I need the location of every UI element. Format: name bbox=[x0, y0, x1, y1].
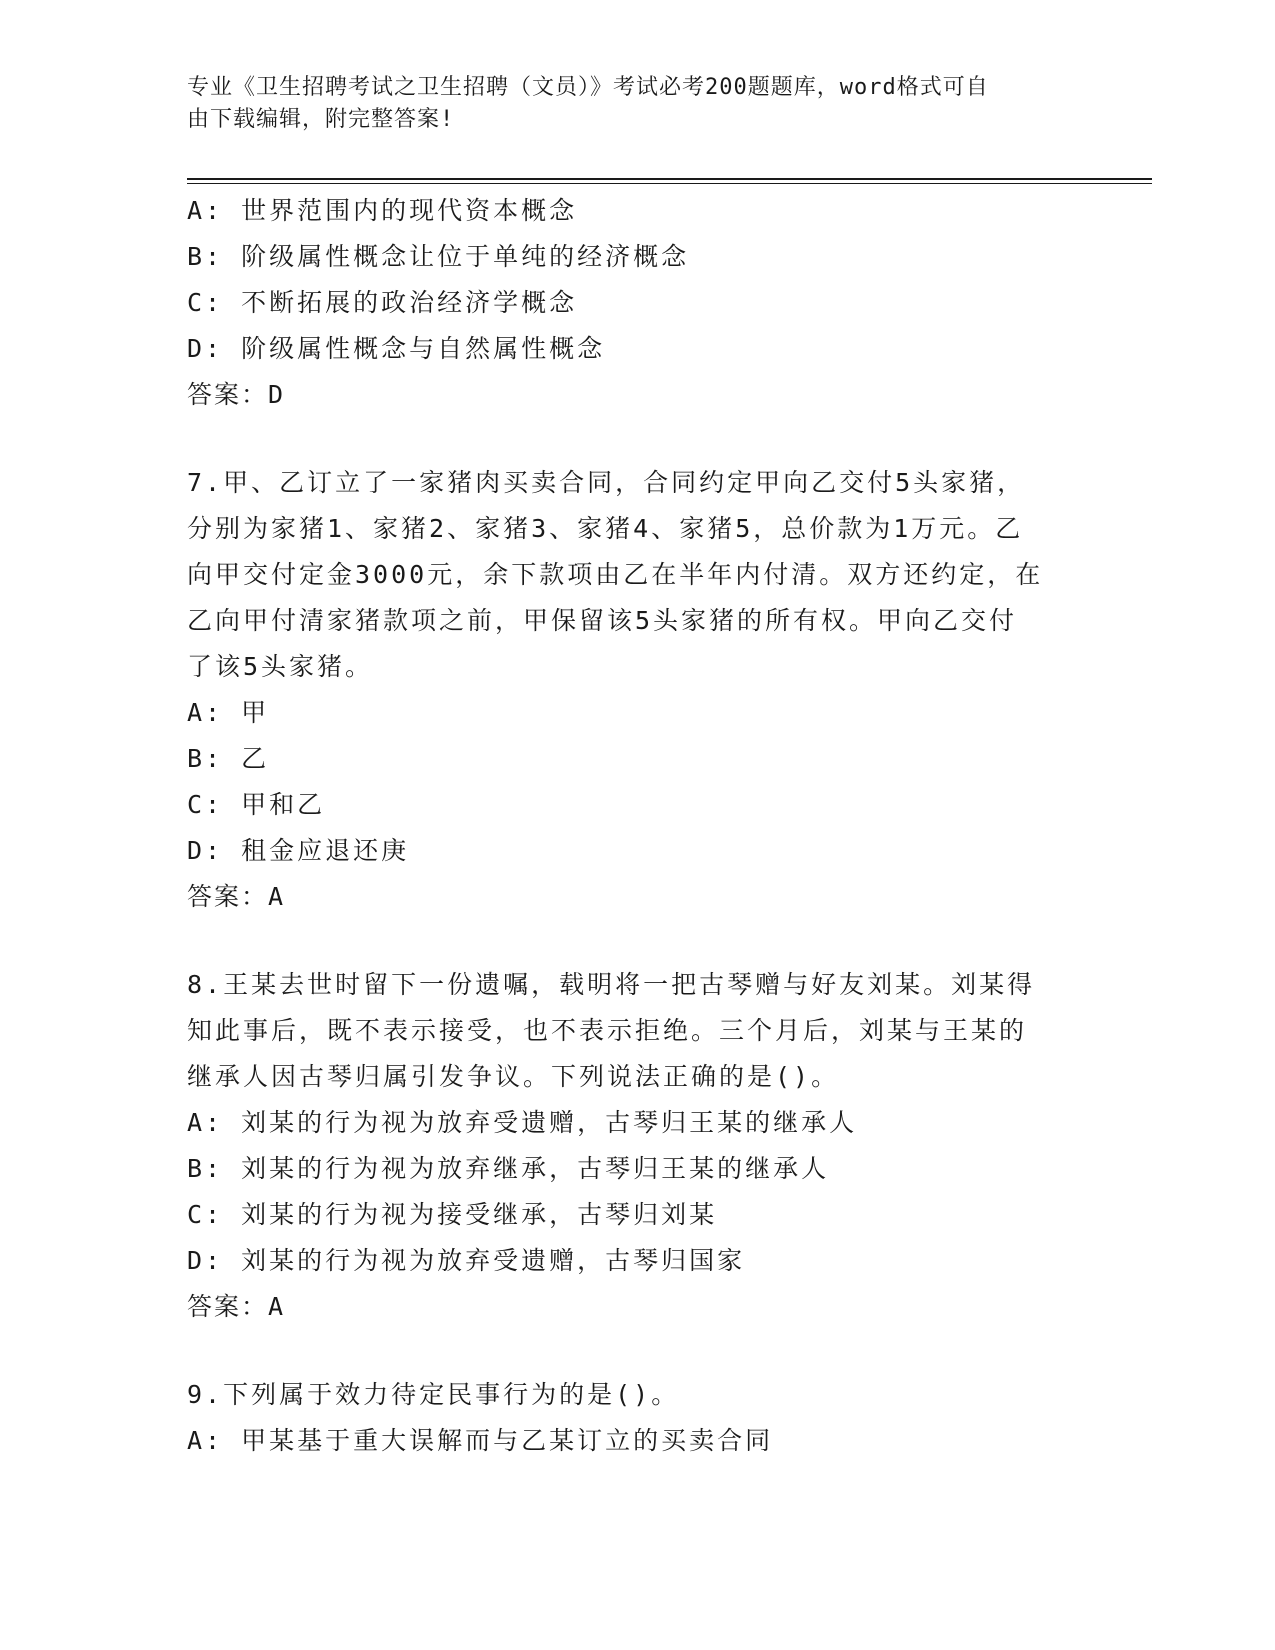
q6-option-a: A: 世界范围内的现代资本概念 bbox=[187, 196, 578, 225]
header-rule-thin bbox=[187, 183, 1152, 184]
q9-option-a: A: 甲某基于重大误解而与乙某订立的买卖合同 bbox=[187, 1426, 774, 1455]
q8-stem-line-3: 继承人因古琴归属引发争议。下列说法正确的是()。 bbox=[187, 1062, 840, 1091]
q7-stem-line-2: 分别为家猪1、家猪2、家猪3、家猪4、家猪5，总价款为1万元。乙 bbox=[187, 514, 1024, 543]
question-7 bbox=[187, 460, 1087, 920]
q6-option-b: B: 阶级属性概念让位于单纯的经济概念 bbox=[187, 242, 690, 271]
question-9 bbox=[187, 1372, 1087, 1464]
q6-answer: 答案：D bbox=[187, 380, 286, 409]
header-line-1: 专业《卫生招聘考试之卫生招聘（文员）》考试必考200题题库，word格式可自 bbox=[187, 75, 989, 100]
header-rule-thick bbox=[187, 178, 1152, 180]
q8-stem-line-1: 8.王某去世时留下一份遗嘱，载明将一把古琴赠与好友刘某。刘某得 bbox=[187, 970, 1036, 999]
q8-option-c: C: 刘某的行为视为接受继承，古琴归刘某 bbox=[187, 1200, 718, 1229]
q7-stem-line-5: 了该5头家猪。 bbox=[187, 652, 374, 681]
question-8 bbox=[187, 962, 1087, 1330]
question-content bbox=[187, 188, 1087, 1464]
question-6 bbox=[187, 188, 1087, 418]
q8-option-d: D: 刘某的行为视为放弃受遗赠，古琴归国家 bbox=[187, 1246, 746, 1275]
q8-option-a: A: 刘某的行为视为放弃受遗赠，古琴归王某的继承人 bbox=[187, 1108, 858, 1137]
q7-option-d: D: 租金应退还庚 bbox=[187, 836, 410, 865]
q7-stem-line-3: 向甲交付定金3000元，余下款项由乙在半年内付清。双方还约定，在 bbox=[187, 560, 1044, 589]
q6-option-c: C: 不断拓展的政治经济学概念 bbox=[187, 288, 578, 317]
spacer bbox=[187, 1330, 1087, 1372]
q8-stem-line-2: 知此事后，既不表示接受，也不表示拒绝。三个月后，刘某与王某的 bbox=[187, 1016, 1028, 1045]
spacer bbox=[187, 920, 1087, 962]
spacer bbox=[187, 418, 1087, 460]
q7-option-a: A: 甲 bbox=[187, 698, 270, 727]
q7-answer: 答案：A bbox=[187, 882, 286, 911]
q6-option-d: D: 阶级属性概念与自然属性概念 bbox=[187, 334, 606, 363]
q8-answer: 答案：A bbox=[187, 1292, 286, 1321]
q8-option-b: B: 刘某的行为视为放弃继承，古琴归王某的继承人 bbox=[187, 1154, 830, 1183]
document-header bbox=[187, 72, 1067, 136]
q7-option-b: B: 乙 bbox=[187, 744, 270, 773]
q7-stem-line-1: 7.甲、乙订立了一家猪肉买卖合同，合同约定甲向乙交付5头家猪， bbox=[187, 468, 1026, 497]
q9-stem-line-1: 9.下列属于效力待定民事行为的是()。 bbox=[187, 1380, 680, 1409]
header-line-2: 由下载编辑，附完整答案! bbox=[187, 107, 455, 132]
q7-option-c: C: 甲和乙 bbox=[187, 790, 326, 819]
q7-stem-line-4: 乙向甲付清家猪款项之前，甲保留该5头家猪的所有权。甲向乙交付 bbox=[187, 606, 1018, 635]
